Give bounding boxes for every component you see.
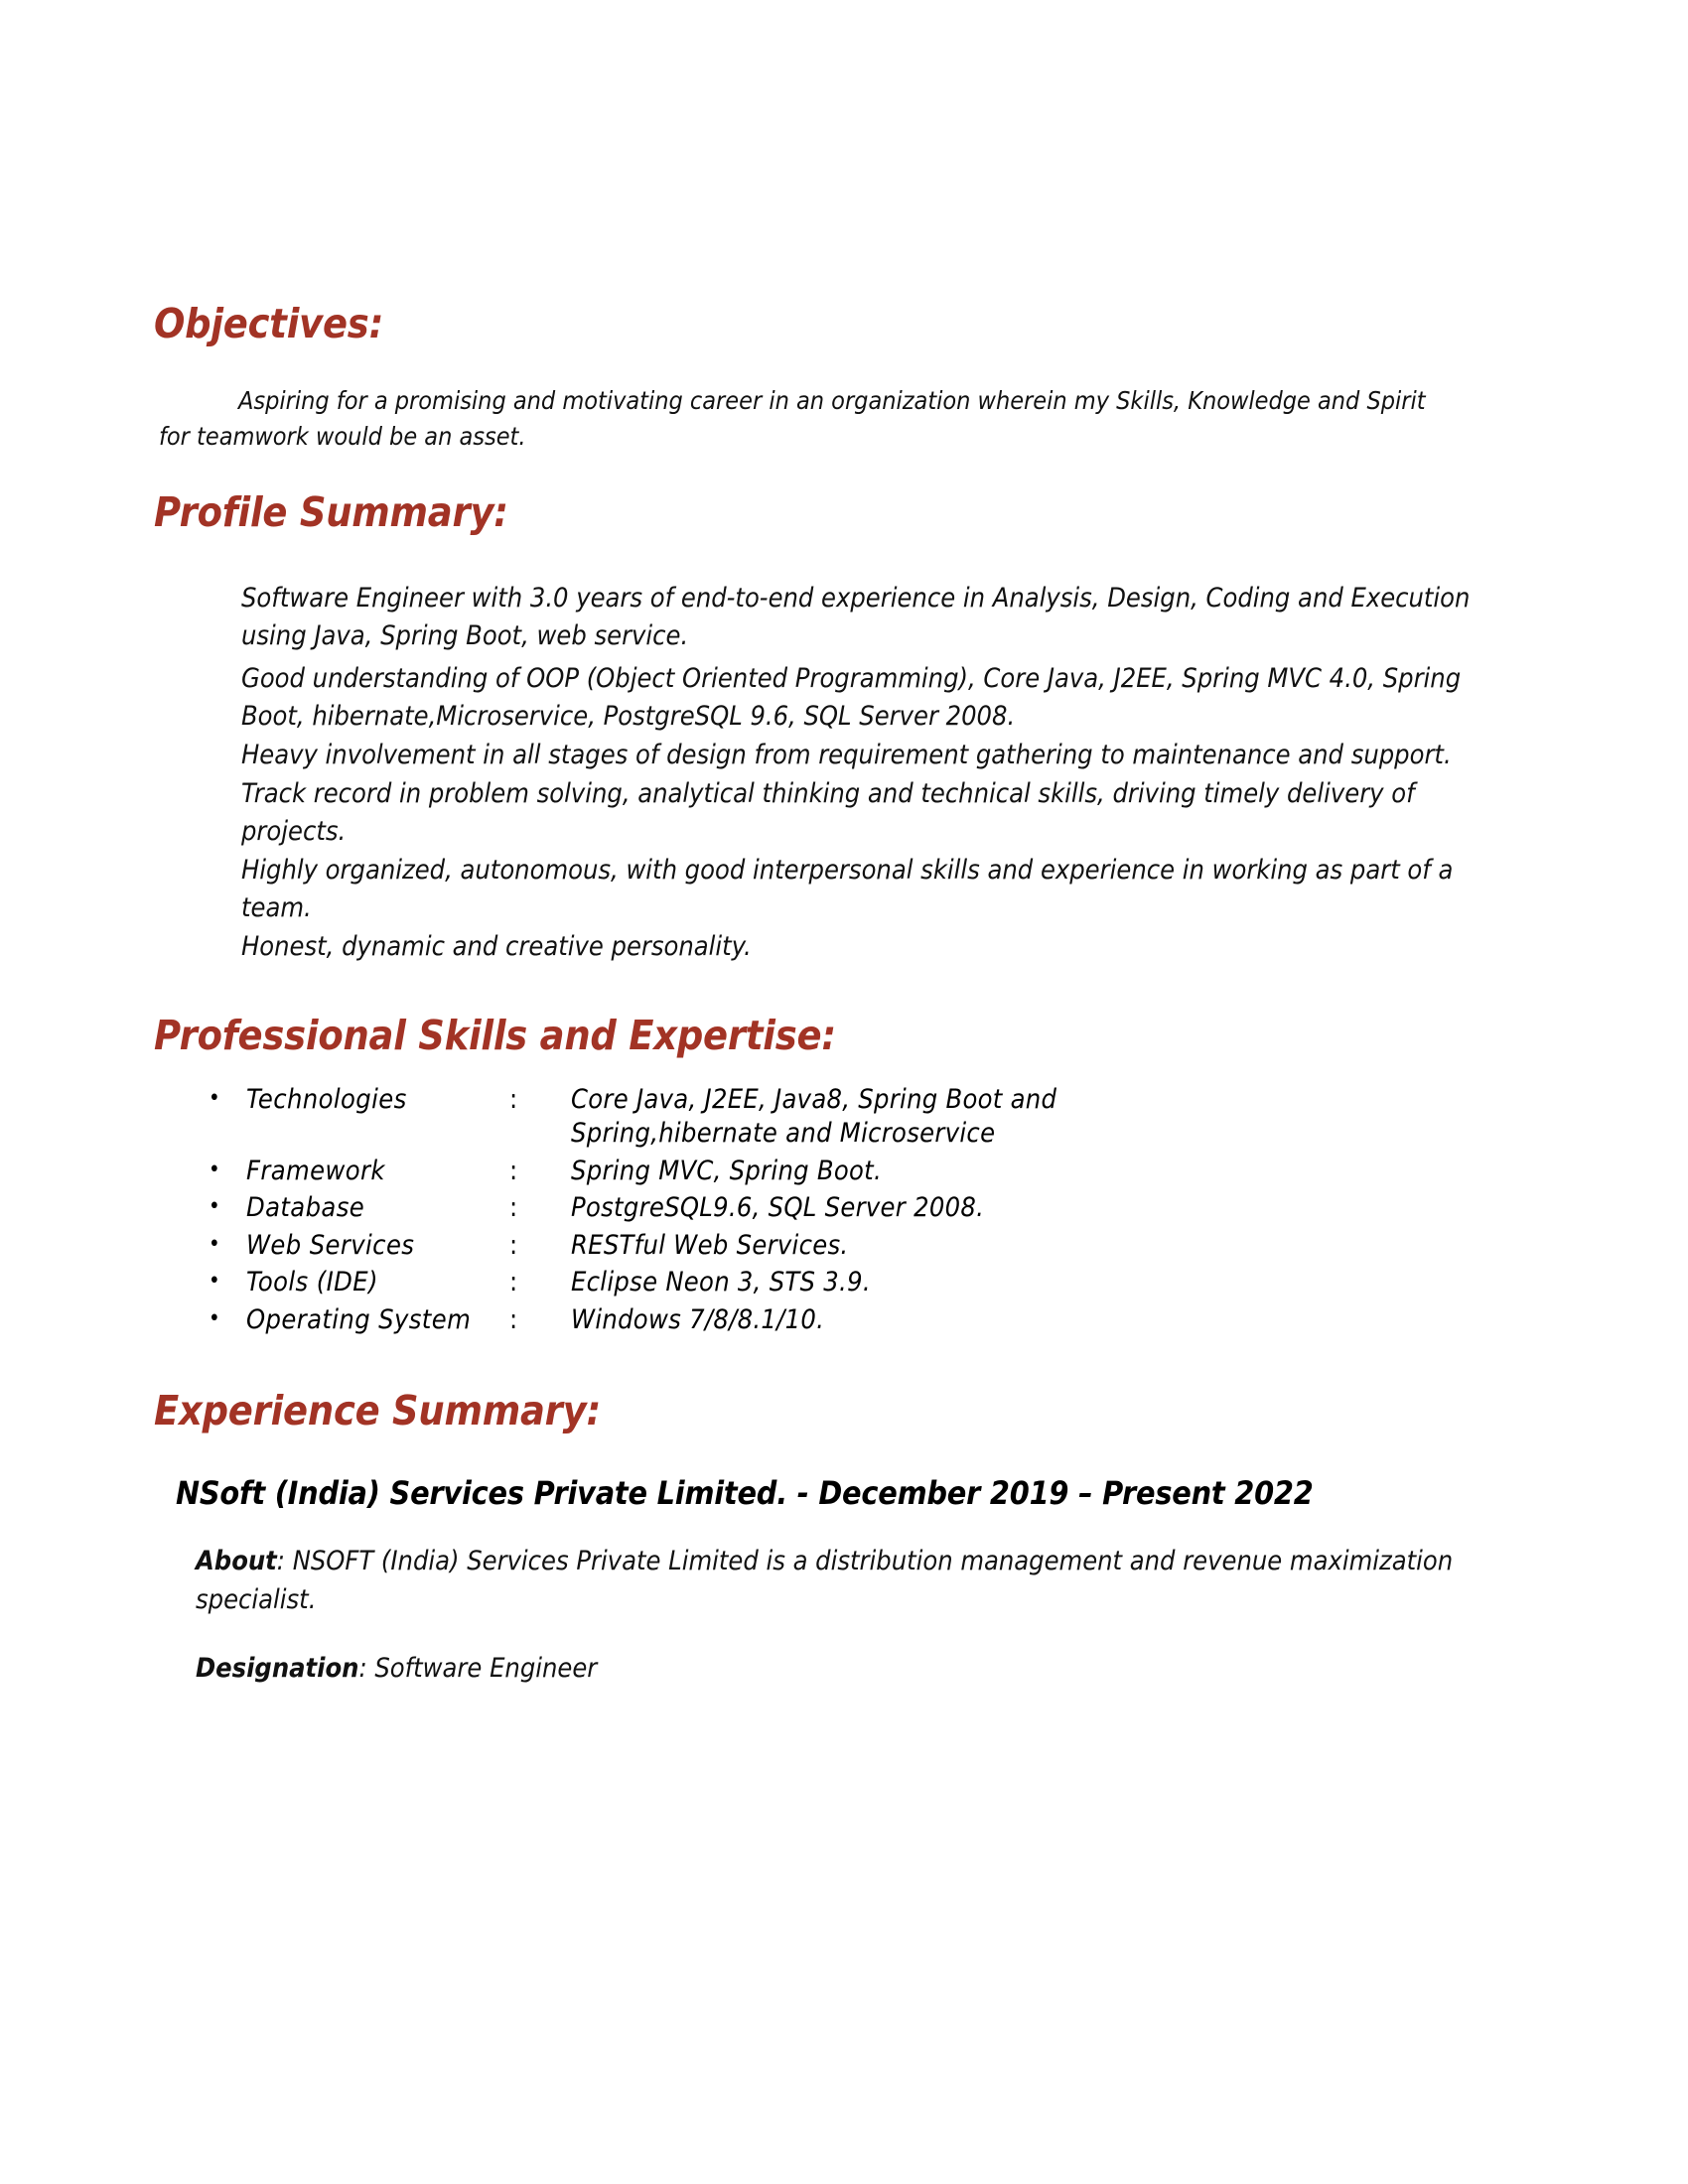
designation-label: Designation — [196, 1653, 359, 1685]
profile-summary-paragraph: Good understanding of OOP (Object Oriented Programming), Core Java, J2EE, Spring MVC 4.0, Spring Boot, hibernate,Microservice, PostgreSQL 9.6, SQL Server 2008. — [241, 662, 1462, 733]
list-item — [209, 1191, 1519, 1226]
skill-separator: : — [509, 1267, 518, 1298]
skill-label: Technologies — [246, 1083, 407, 1115]
profile-summary-paragraph: Heavy involvement in all stages of design from requirement gathering to maintenance and support. — [241, 740, 1452, 771]
designation-text: : Software Engineer — [358, 1653, 598, 1685]
profile-summary-paragraph: Honest, dynamic and creative personality. — [241, 931, 752, 963]
experience-company-line: NSoft (India) Services Private Limited. - December 2019 – Present 2022 — [176, 1473, 1314, 1512]
bullet-icon: • — [209, 1085, 220, 1111]
skill-separator: : — [509, 1229, 518, 1261]
skill-separator: : — [509, 1155, 518, 1186]
bullet-icon: • — [209, 1157, 220, 1182]
skill-label: Framework — [246, 1155, 385, 1186]
experience-about — [154, 1542, 1486, 1619]
skill-value: Windows 7/8/8.1/10. — [571, 1304, 825, 1336]
bullet-icon: • — [209, 1306, 220, 1332]
skill-label: Web Services — [246, 1229, 415, 1261]
section-heading-objectives: Objectives: — [154, 300, 384, 347]
list-item — [209, 1229, 1519, 1264]
skill-label: Tools (IDE) — [246, 1267, 378, 1298]
skill-value-line-continued: Spring,hibernate and Microservice — [571, 1118, 996, 1150]
profile-summary-block — [154, 580, 1519, 967]
skill-label: Database — [246, 1192, 365, 1224]
professional-skills-list — [154, 1083, 1519, 1338]
list-item — [209, 1303, 1519, 1338]
bullet-icon: • — [209, 1269, 220, 1295]
list-item — [209, 1083, 1519, 1152]
bullet-icon: • — [209, 1231, 220, 1257]
skill-separator: : — [509, 1083, 518, 1115]
profile-summary-paragraph: Software Engineer with 3.0 years of end-to-end experience in Analysis, Design, Coding and Execution using Java, Spring Boot, web service. — [241, 582, 1471, 652]
profile-summary-paragraph: Highly organized, autonomous, with good interpersonal skills and experience in working as part of a team. — [241, 854, 1454, 924]
objectives-block — [154, 383, 1440, 456]
skill-value: RESTful Web Services. — [571, 1229, 849, 1261]
list-item — [209, 1155, 1519, 1189]
skill-value — [571, 1083, 1519, 1152]
bullet-icon: • — [209, 1194, 220, 1220]
about-text: : NSOFT (India) Services Private Limited is a distribution management and revenue maximization specialist. — [196, 1546, 1454, 1616]
skill-value: Eclipse Neon 3, STS 3.9. — [571, 1267, 871, 1298]
skill-separator: : — [509, 1192, 518, 1224]
skill-value: PostgreSQL9.6, SQL Server 2008. — [571, 1192, 985, 1224]
experience-designation — [154, 1649, 1486, 1688]
skill-separator: : — [509, 1304, 518, 1336]
list-item — [209, 1266, 1519, 1300]
skill-value: Spring MVC, Spring Boot. — [571, 1155, 883, 1186]
section-heading-profile-summary: Profile Summary: — [154, 487, 508, 536]
skill-label: Operating System — [246, 1304, 472, 1336]
section-heading-professional-skills: Professional Skills and Expertise: — [154, 1011, 836, 1059]
skill-value-line: Core Java, J2EE, Java8, Spring Boot and — [571, 1083, 1057, 1115]
section-heading-experience-summary: Experience Summary: — [154, 1386, 602, 1434]
profile-summary-paragraph: Track record in problem solving, analytical thinking and technical skills, driving timely delivery of projects. — [241, 777, 1415, 848]
objectives-paragraph: Aspiring for a promising and motivating career in an organization wherein my Skills, Knowledge and Spirit for teamwork would be an asset. — [159, 386, 1426, 452]
about-label: About — [196, 1546, 277, 1576]
